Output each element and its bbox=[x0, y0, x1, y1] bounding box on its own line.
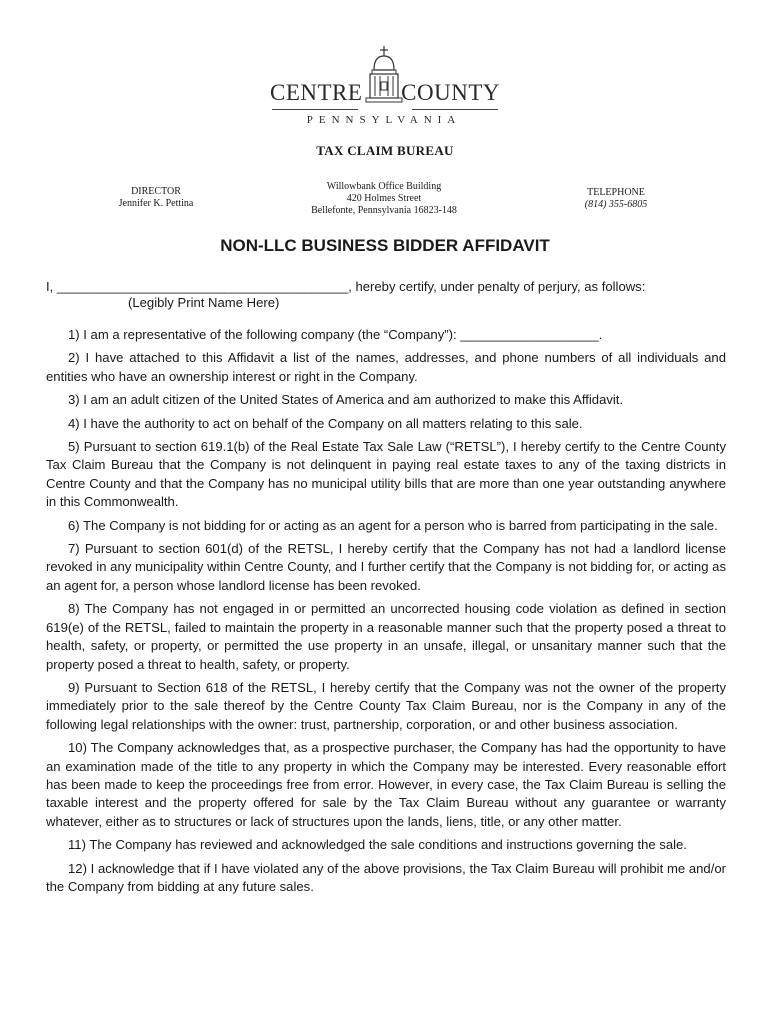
director-name: Jennifer K. Pettina bbox=[118, 198, 194, 209]
telephone-number: (814) 355-6805 bbox=[584, 199, 648, 210]
address-line-2: 420 Holmes Street bbox=[346, 193, 422, 204]
centre-county-logo bbox=[262, 44, 506, 130]
affidavit-items bbox=[46, 326, 726, 901]
affidavit-item-12: 12) I acknowledge that if I have violated any of the above provisions, the Tax Claim Bureau will prohibit me and/or the Company from bidding at any future sales. bbox=[46, 860, 726, 894]
affidavit-item-7: 7) Pursuant to section 601(d) of the RETSL, I hereby certify that the Company has not had a landlord license revoked in any municipality within Centre County, and I further certify that the Company is not bidding for, or acting as an agent for, a person whose landlord license has been revoked. bbox=[46, 541, 726, 593]
affidavit-item-10: 10) The Company acknowledges that, as a prospective purchaser, the Company has had the opportunity to have an examination made of the title to any property in which the Company may be interested. Every reasonable effort has been made to keep the proceedings free from error. However, in every case, the Tax Claim Bureau is selling the taxable interest and the property offered for sale by the Tax Claim Bureau without any guarantee or warranty whatever, either as to structures or lack of structures upon the lands, liens, title, or any other matter. bbox=[46, 740, 726, 829]
affidavit-item-6: 6) The Company is not bidding for or acting as an agent for a person who is barred from participating in the sale. bbox=[68, 517, 718, 533]
logo-state: PENNSYLVANIA bbox=[306, 114, 462, 126]
affidavit-item-11: 11) The Company has reviewed and acknowledged the sale conditions and instructions governing the sale. bbox=[68, 837, 687, 853]
affidavit-item-9: 9) Pursuant to Section 618 of the RETSL, I hereby certify that the Company was not the owner of the property immediately prior to the sale thereof by the Centre County Tax Claim Bureau, nor is the Company in any of the following legal relationships with the owner: trust, partnership, corporation, or and other business association. bbox=[46, 679, 726, 732]
affidavit-title: NON-LLC BUSINESS BIDDER AFFIDAVIT bbox=[220, 236, 550, 255]
affidavit-item-5: 5) Pursuant to section 619.1(b) of the Real Estate Tax Sale Law (“RETSL”), I hereby certify to the Centre County Tax Claim Bureau that the Company is not delinquent in paying real estate taxes to any of the taxing districts in Centre County and that the Company has no municipal utility bills that are more than one year outstanding anywhere in this Commonwealth. bbox=[46, 439, 726, 510]
address-line-1: Willowbank Office Building bbox=[326, 181, 442, 192]
affidavit-item-1: 1) I am a representative of the following company (the “Company”): ___________________. bbox=[68, 327, 603, 342]
director-title: DIRECTOR bbox=[131, 186, 181, 197]
bureau-heading: TAX CLAIM BUREAU bbox=[316, 143, 454, 158]
logo-rule-left bbox=[272, 109, 358, 110]
telephone-block bbox=[558, 187, 674, 211]
logo-rule-right bbox=[412, 109, 498, 110]
affidavit-item-8: 8) The Company has not engaged in or permitted an uncorrected housing code violation as defined in section 619(e) of the RETSL, failed to maintain the property in a reasonable manner such that the property posed a threat to health, safety, or property, or permitted the use property in an unsafe, illegal, or unsanitary manner such that the property posed a threat to health, safety, or property. bbox=[46, 601, 726, 672]
name-hint: (Legibly Print Name Here) bbox=[128, 295, 280, 310]
affidavit-item-3: 3) I am an adult citizen of the United States of America and am authorized to make this Affidavit. bbox=[68, 392, 624, 408]
certify-line: I, ________________________________________, hereby certify, under penalty of perjury, as follows: bbox=[46, 279, 646, 294]
affidavit-item-2: 2) I have attached to this Affidavit a list of the names, addresses, and phone numbers of all individuals and entities who have an ownership interest or right in the Company. bbox=[46, 350, 726, 384]
logo-word-county: COUNTY bbox=[401, 80, 500, 105]
affidavit-item-4: 4) I have the authority to act on behalf of the Company on all matters relating to this sale. bbox=[68, 415, 583, 431]
telephone-label: TELEPHONE bbox=[587, 187, 645, 198]
director-block bbox=[96, 186, 216, 210]
logo-word-centre: CENTRE bbox=[270, 80, 363, 105]
address-line-3: Bellefonte, Pennsylvania 16823-148 bbox=[311, 205, 457, 216]
address-block bbox=[280, 181, 488, 217]
